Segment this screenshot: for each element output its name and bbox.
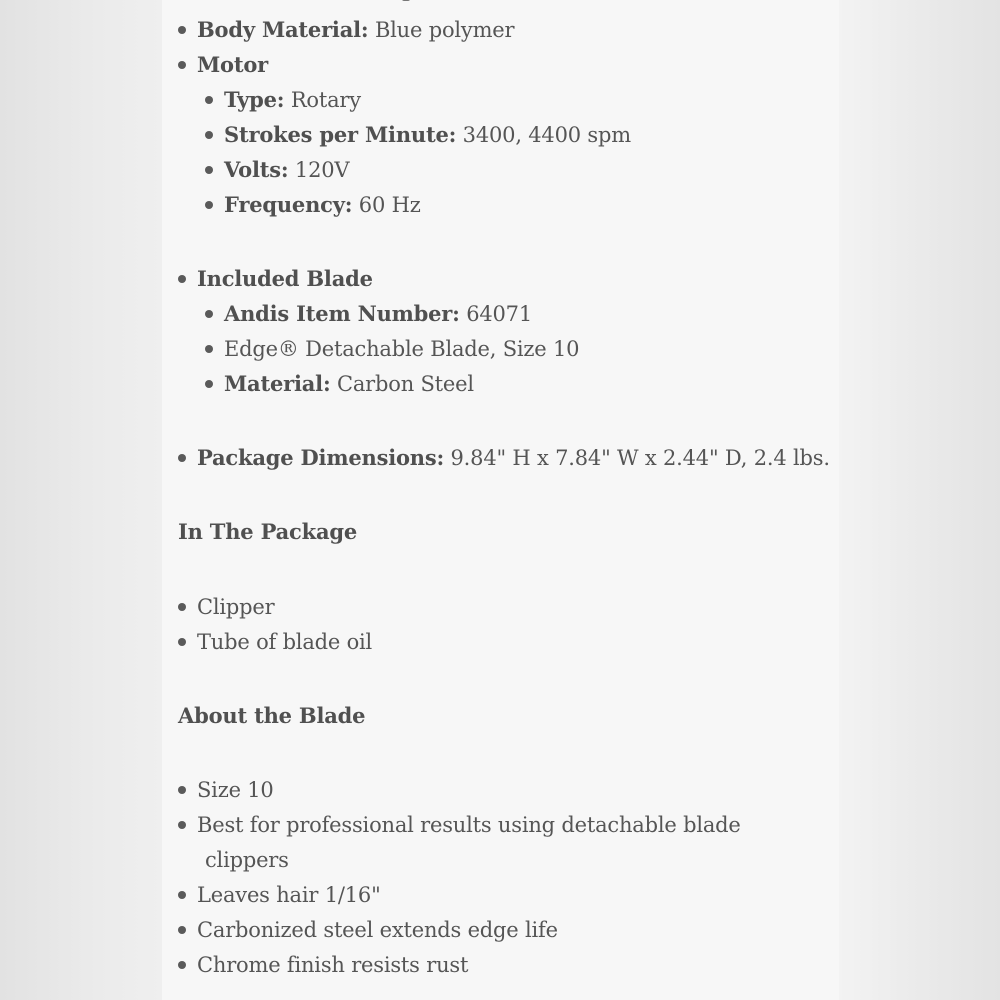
bullet-icon — [205, 96, 213, 104]
spec-label: Strokes per Minute: — [224, 122, 457, 147]
bullet-icon — [178, 926, 186, 934]
background-right — [839, 0, 1000, 1000]
bullet-icon — [178, 786, 186, 794]
spec-value: 9.84" H x 7.84" W x 2.44" D, 2.4 lbs. — [450, 446, 830, 470]
bullet-icon — [178, 61, 186, 69]
list-item: Chrome finish resists rust — [197, 950, 468, 980]
bullet-icon — [178, 961, 186, 969]
bullet-icon — [178, 603, 186, 611]
list-item: Tube of blade oil — [197, 627, 372, 657]
spec-body-material — [197, 15, 514, 45]
spec-value: 3400, 4400 spm — [462, 123, 631, 147]
bullet-icon — [205, 201, 213, 209]
bullet-icon — [178, 454, 186, 462]
bullet-icon — [178, 275, 186, 283]
spec-motor — [197, 50, 268, 80]
background-left — [0, 0, 162, 1000]
bullet-icon — [178, 891, 186, 899]
product-description-panel — [162, 0, 839, 1000]
clipped-text-fragment — [362, 0, 422, 2]
spec-label: Body Material: — [197, 17, 369, 42]
spec-value: Edge® Detachable Blade, Size 10 — [224, 337, 580, 361]
bullet-icon — [178, 821, 186, 829]
spec-label: Frequency: — [224, 192, 353, 217]
spec-value: 60 Hz — [358, 193, 421, 217]
spec-label: Andis Item Number: — [224, 301, 460, 326]
in-the-package-heading: In The Package — [178, 519, 357, 544]
list-item: Leaves hair 1/16" — [197, 880, 381, 910]
spec-label: Motor — [197, 52, 269, 77]
spec-value: 64071 — [466, 302, 533, 326]
bullet-icon — [205, 131, 213, 139]
spec-motor-strokes — [224, 120, 631, 150]
spec-value: Blue polymer — [374, 18, 515, 42]
list-item-continuation: clippers — [205, 848, 289, 872]
bullet-icon — [205, 345, 213, 353]
spec-blade-name — [224, 334, 579, 364]
bullet-icon — [205, 380, 213, 388]
bullet-icon — [178, 638, 186, 646]
spec-blade-item-number — [224, 299, 532, 329]
spec-label: Type: — [224, 87, 285, 112]
bullet-icon — [178, 26, 186, 34]
spec-value: Carbon Steel — [336, 372, 474, 396]
list-item: Best for professional results using detachable blade — [197, 810, 741, 840]
spec-motor-type — [224, 85, 361, 115]
spec-motor-volts — [224, 155, 349, 185]
spec-value: Rotary — [290, 88, 361, 112]
spec-label: Package Dimensions: — [197, 445, 445, 470]
spec-label: Material: — [224, 371, 331, 396]
spec-included-blade — [197, 264, 373, 294]
list-item: Carbonized steel extends edge life — [197, 915, 558, 945]
about-the-blade-heading: About the Blade — [178, 703, 366, 728]
spec-label: Volts: — [224, 157, 289, 182]
list-item: Size 10 — [197, 775, 274, 805]
spec-package-dimensions — [197, 443, 830, 473]
spec-blade-material — [224, 369, 474, 399]
spec-label: Included Blade — [197, 266, 373, 291]
bullet-icon — [205, 310, 213, 318]
bullet-icon — [205, 166, 213, 174]
spec-motor-frequency — [224, 190, 421, 220]
spec-value: 120V — [294, 158, 350, 182]
list-item: Clipper — [197, 592, 274, 622]
